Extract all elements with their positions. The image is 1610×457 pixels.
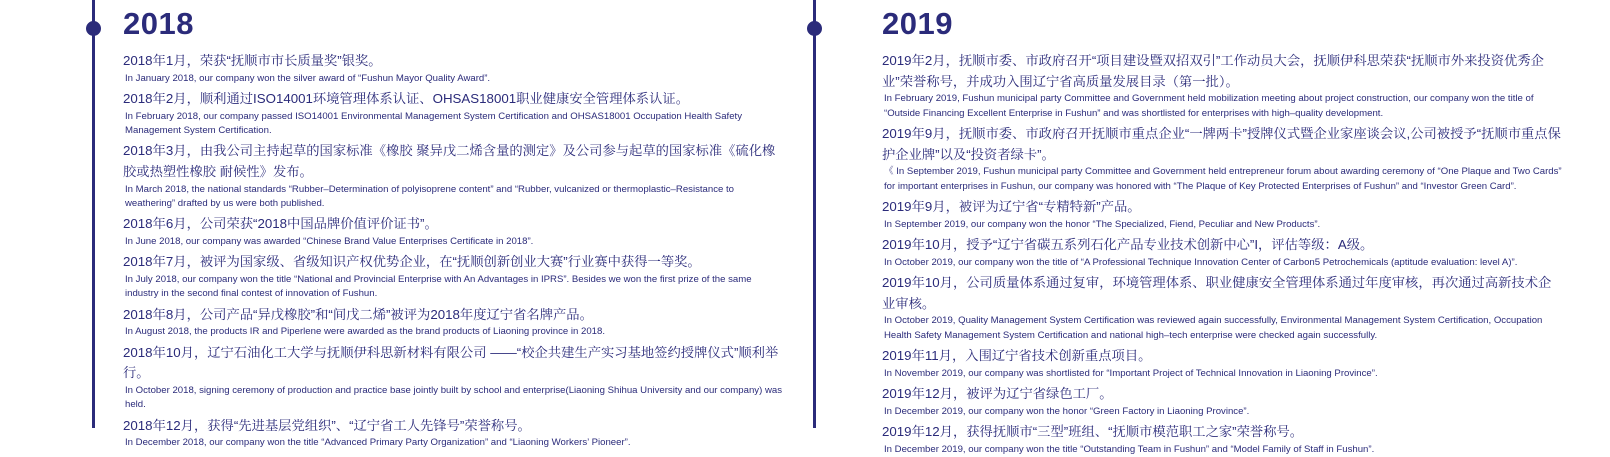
- list-item: [882, 346, 1562, 381]
- list-item: [123, 252, 783, 301]
- entry-text-en: In August 2018, the products IR and Piperlene were awarded as the brand products of Liaoning province in 2018.: [125, 326, 606, 338]
- entry-text-en: In March 2018, the national standards “Rubber–Determination of polyisoprene content” and “Rubber, vulcanized or thermoplastic–Resistance to weathering” drafted by us were both published.: [125, 183, 735, 209]
- entry-text-cn: 2019年2月，抚顺市委、市政府召开“项目建设暨双招双引”工作动员大会，抚顺伊科思荣获“抚顺市外来投资优秀企业”荣誉称号，并成功入围辽宁省高质量发展目录（第一批）。: [882, 53, 1544, 89]
- list-item: [882, 235, 1562, 270]
- list-item: [123, 141, 783, 211]
- entry-list-2019: [882, 51, 1562, 457]
- year-heading-2019: 2019: [882, 6, 953, 41]
- list-item: [882, 273, 1562, 343]
- entry-text-cn: 2019年10月，公司质量体系通过复审，环境管理体系、职业健康安全管理体系通过年度审核，再次通过高新技术企业审核。: [882, 275, 1552, 311]
- entry-text-cn: 2019年9月，抚顺市委、市政府召开抚顺市重点企业“一牌两卡”授牌仪式暨企业家座谈会议,公司被授予“抚顺市重点保护企业牌”以及“投资者绿卡”。: [882, 126, 1561, 162]
- timeline-column-2019: [805, 0, 1610, 455]
- entry-text-cn: 2018年6月，公司荣获“2018中国品牌价值评价证书”。: [123, 216, 438, 232]
- entry-text-cn: 2018年8月，公司产品“异戊橡胶”和“间戊二烯”被评为2018年度辽宁省名牌产品。: [123, 306, 593, 322]
- entry-text-cn: 2018年10月，辽宁石油化工大学与抚顺伊科思新材料有限公司 ——“校企共建生产实习基地签约授牌仪式”顺利举行。: [123, 344, 779, 381]
- list-item: [123, 305, 783, 340]
- entry-text-cn: 2019年11月，入围辽宁省技术创新重点项目。: [882, 348, 1152, 363]
- entry-text-en: In October 2019, our company won the title of “A Professional Technique Innovation Center of Carbon5 Petrochemicals (aptitude evaluation: level A)”.: [884, 256, 1518, 268]
- entry-text-en: 《 In September 2019, Fushun municipal party Committee and Government held entrepreneur forum about awarding ceremony of “One Plaque and Two Cards” for important enterprises in Fushun, our company was honored with “The Plaque of Key Protected Enterprises of Fushun” and “Investor Green Card”.: [884, 166, 1562, 192]
- list-item: [882, 384, 1562, 419]
- timeline-column-2018: [0, 0, 805, 449]
- list-item: [882, 124, 1562, 194]
- entry-text-cn: 2019年12月，获得抚顺市“三型”班组、“抚顺市模范职工之家”荣誉称号。: [882, 424, 1304, 439]
- year-heading-2018: 2018: [123, 6, 194, 41]
- list-item: [882, 51, 1562, 121]
- entry-text-cn: 2018年2月，顺利通过ISO14001环境管理体系认证、OHSAS18001职业健康安全管理体系认证。: [123, 91, 689, 106]
- entry-text-en: In October 2018, signing ceremony of production and practice base jointly built by school and enterprise(Liaoning Shihua University and our company) was held.: [125, 385, 783, 411]
- entry-text-cn: 2019年9月，被评为辽宁省“专精特新”产品。: [882, 199, 1141, 214]
- list-item: [123, 89, 783, 138]
- list-item: [123, 214, 783, 249]
- entry-text-en: In January 2018, our company won the silver award of “Fushun Mayor Quality Award”.: [125, 72, 491, 84]
- list-item: [882, 422, 1562, 457]
- entry-text-en: In November 2019, our company was shortlisted for “Important Project of Technical Innovation in Liaoning Province”.: [884, 367, 1378, 379]
- entry-text-cn: 2019年10月，授予“辽宁省碳五系列石化产品专业技术创新中心”I，评估等级：A级。: [882, 237, 1374, 252]
- entry-text-en: In December 2019, our company won the honor “Green Factory in Liaoning Province”.: [884, 405, 1250, 417]
- list-item: [882, 197, 1562, 232]
- entry-text-en: In December 2019, our company won the title “Outstanding Team in Fushun” and “Model Family of Staff in Fushun”.: [884, 443, 1375, 455]
- entry-text-en: In October 2019, Quality Management System Certification was reviewed again successfully, Environmental Management System Certification, Occupation Health Safety Management System Certification and national high–tech enterprise were checked again successfully.: [884, 315, 1543, 341]
- entry-text-en: In June 2018, our company was awarded “Chinese Brand Value Enterprises Certificate in 2018”.: [125, 236, 534, 247]
- list-item: [123, 51, 783, 86]
- entry-text-en: In July 2018, our company won the title “National and Provincial Enterprise with An Advantages in IPRS”. Besides we won the first prize of the same industry in the second final contest of innovation of Fushun.: [125, 274, 752, 300]
- entry-text-en: In February 2019, Fushun municipal party Committee and Government held mobilization meeting about project construction, our company won the title of “Outside Financing Excellent Enterprise in Fushun” and was shortlisted for enterprises with high–quality development.: [884, 93, 1534, 119]
- entry-list-2018: [123, 51, 783, 451]
- entry-text-cn: 2019年12月，被评为辽宁省绿色工厂。: [882, 386, 1113, 401]
- entry-text-cn: 2018年3月，由我公司主持起草的国家标准《橡胶 聚异戊二烯含量的测定》及公司参与起草的国家标准《硫化橡胶或热塑性橡胶 耐候性》发布。: [123, 143, 776, 179]
- entry-text-en: In September 2019, our company won the honor “The Specialized, Fiend, Peculiar and New Products”.: [884, 218, 1321, 230]
- list-item: [123, 416, 783, 451]
- entry-text-cn: 2018年1月，荣获“抚顺市市长质量奖”银奖。: [123, 53, 382, 68]
- entry-text-en: In February 2018, our company passed ISO14001 Environmental Management System Certification and OHSAS18001 Occupation Health Safety Management System Certification.: [125, 110, 743, 136]
- entry-text-cn: 2018年7月，被评为国家级、省级知识产权优势企业，在“抚顺创新创业大赛”行业赛中获得一等奖。: [123, 254, 701, 270]
- entry-text-en: In December 2018, our company won the title “Advanced Primary Party Organization” and “Liaoning Workers’ Pioneer”.: [125, 437, 631, 449]
- entry-text-cn: 2018年12月，获得“先进基层党组织”、“辽宁省工人先锋号”荣誉称号。: [123, 417, 531, 433]
- list-item: [123, 343, 783, 413]
